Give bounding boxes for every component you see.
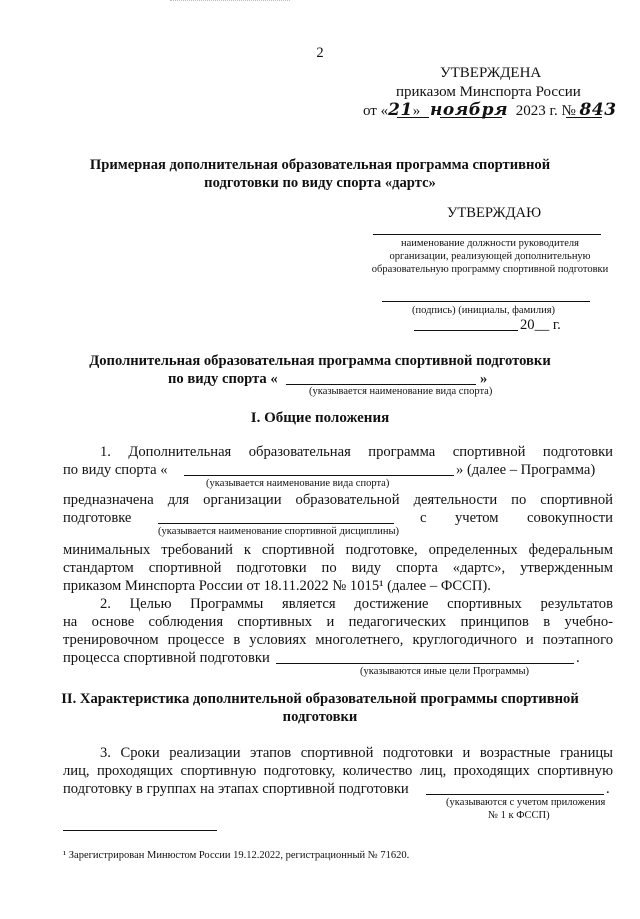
p1-line4b: с учетом совокупности: [420, 510, 613, 526]
day-underline: [397, 117, 429, 118]
approve-hint3: образовательную программу спортивной подготовки: [371, 264, 609, 275]
approve-date: 20__ г.: [520, 317, 561, 333]
date-line: [414, 330, 518, 331]
p1-line6: стандартом спортивной подготовки по виду спорта «дартс», утвержденным: [63, 560, 613, 576]
p2-goals-line: [276, 663, 574, 664]
date-prefix: от «: [363, 103, 389, 119]
date-year: 2023 г. №: [515, 103, 576, 119]
p2-end: .: [576, 650, 580, 666]
date-day: 21: [388, 100, 413, 120]
doc-title-line1: Примерная дополнительная образовательная программа спортивной: [89, 157, 551, 173]
month-underline: [440, 117, 502, 118]
p3-hint2: № 1 к ФССП): [488, 810, 550, 821]
p2-hint: (указываются иные цели Программы): [360, 666, 530, 677]
p3-end: .: [606, 781, 610, 797]
program-title-prefix: по виду спорта «: [168, 371, 278, 387]
date-mid: »: [412, 103, 421, 119]
section2-title-line1: II. Характеристика дополнительной образовательной программы спортивной: [61, 691, 579, 707]
approve-hint1: наименование должности руководителя: [401, 238, 579, 249]
p1-line4a: подготовке: [63, 510, 132, 526]
page-number: 2: [316, 45, 324, 61]
p1-sport-line: [184, 475, 454, 476]
position-line: [373, 234, 601, 235]
signature-line: [382, 301, 590, 302]
doc-title-line2: подготовки по виду спорта «дартс»: [204, 175, 436, 191]
p1-line3: предназначена для организации образовательной деятельности по спортивной: [63, 492, 613, 508]
signature-hint: (подпись) (инициалы, фамилия): [412, 305, 556, 316]
date-month: ноября: [430, 100, 508, 120]
p1-hint1: (указывается наименование вида спорта): [206, 478, 390, 489]
p1-line5: минимальных требований к спортивной подготовке, определенных федеральным: [63, 542, 613, 558]
p1-line2-prefix: по виду спорта «: [63, 462, 168, 478]
p2-line1: 2. Целью Программы является достижение спортивных результатов: [100, 596, 613, 612]
p3-line2: лиц, проходящих спортивную подготовку, количество лиц, проходящих спортивную: [63, 763, 613, 779]
p1-line1: 1. Дополнительная образовательная программа спортивной подготовки: [100, 444, 613, 460]
p3-ages-line: [426, 794, 604, 795]
scan-artifact: [170, 0, 290, 5]
approval-by: приказом Минспорта России: [396, 84, 581, 100]
p3-line3: подготовку в группах на этапах спортивной подготовки: [63, 781, 409, 797]
program-title-suffix: »: [480, 371, 488, 387]
p3-hint1: (указываются с учетом приложения: [446, 797, 606, 808]
program-title-hint: (указывается наименование вида спорта): [309, 386, 493, 397]
p1-line7: приказом Минспорта России от 18.11.2022 № 1015¹ (далее – ФССП).: [63, 578, 491, 594]
number-underline: [566, 117, 602, 118]
footnote-separator: [63, 830, 217, 831]
order-number: 843: [579, 100, 617, 120]
approval-status: УТВЕРЖДЕНА: [440, 65, 542, 81]
p2-line4: процесса спортивной подготовки: [63, 650, 270, 666]
p3-line1: 3. Сроки реализации этапов спортивной подготовки и возрастные границы: [100, 745, 613, 761]
p1-hint2: (указывается наименование спортивной дисциплины): [158, 526, 400, 537]
approve-title: УТВЕРЖДАЮ: [447, 205, 542, 221]
p1-discipline-line: [158, 523, 394, 524]
section1-title: I. Общие положения: [250, 410, 390, 426]
p2-line3: тренировочном процессе в условиях многолетнего, круглогодичного и поэтапного: [63, 632, 613, 648]
section2-title-line2: подготовки: [282, 709, 358, 725]
program-title-line1: Дополнительная образовательная программа спортивной подготовки: [89, 353, 551, 369]
approve-hint2: организации, реализующей дополнительную: [389, 251, 591, 262]
p1-line2-suffix: » (далее – Программа): [456, 462, 596, 478]
p2-line2: на основе соблюдения спортивных и педагогических принципов в учебно-: [63, 614, 613, 630]
footnote: ¹ Зарегистрирован Минюстом России 19.12.2022, регистрационный № 71620.: [63, 850, 410, 861]
